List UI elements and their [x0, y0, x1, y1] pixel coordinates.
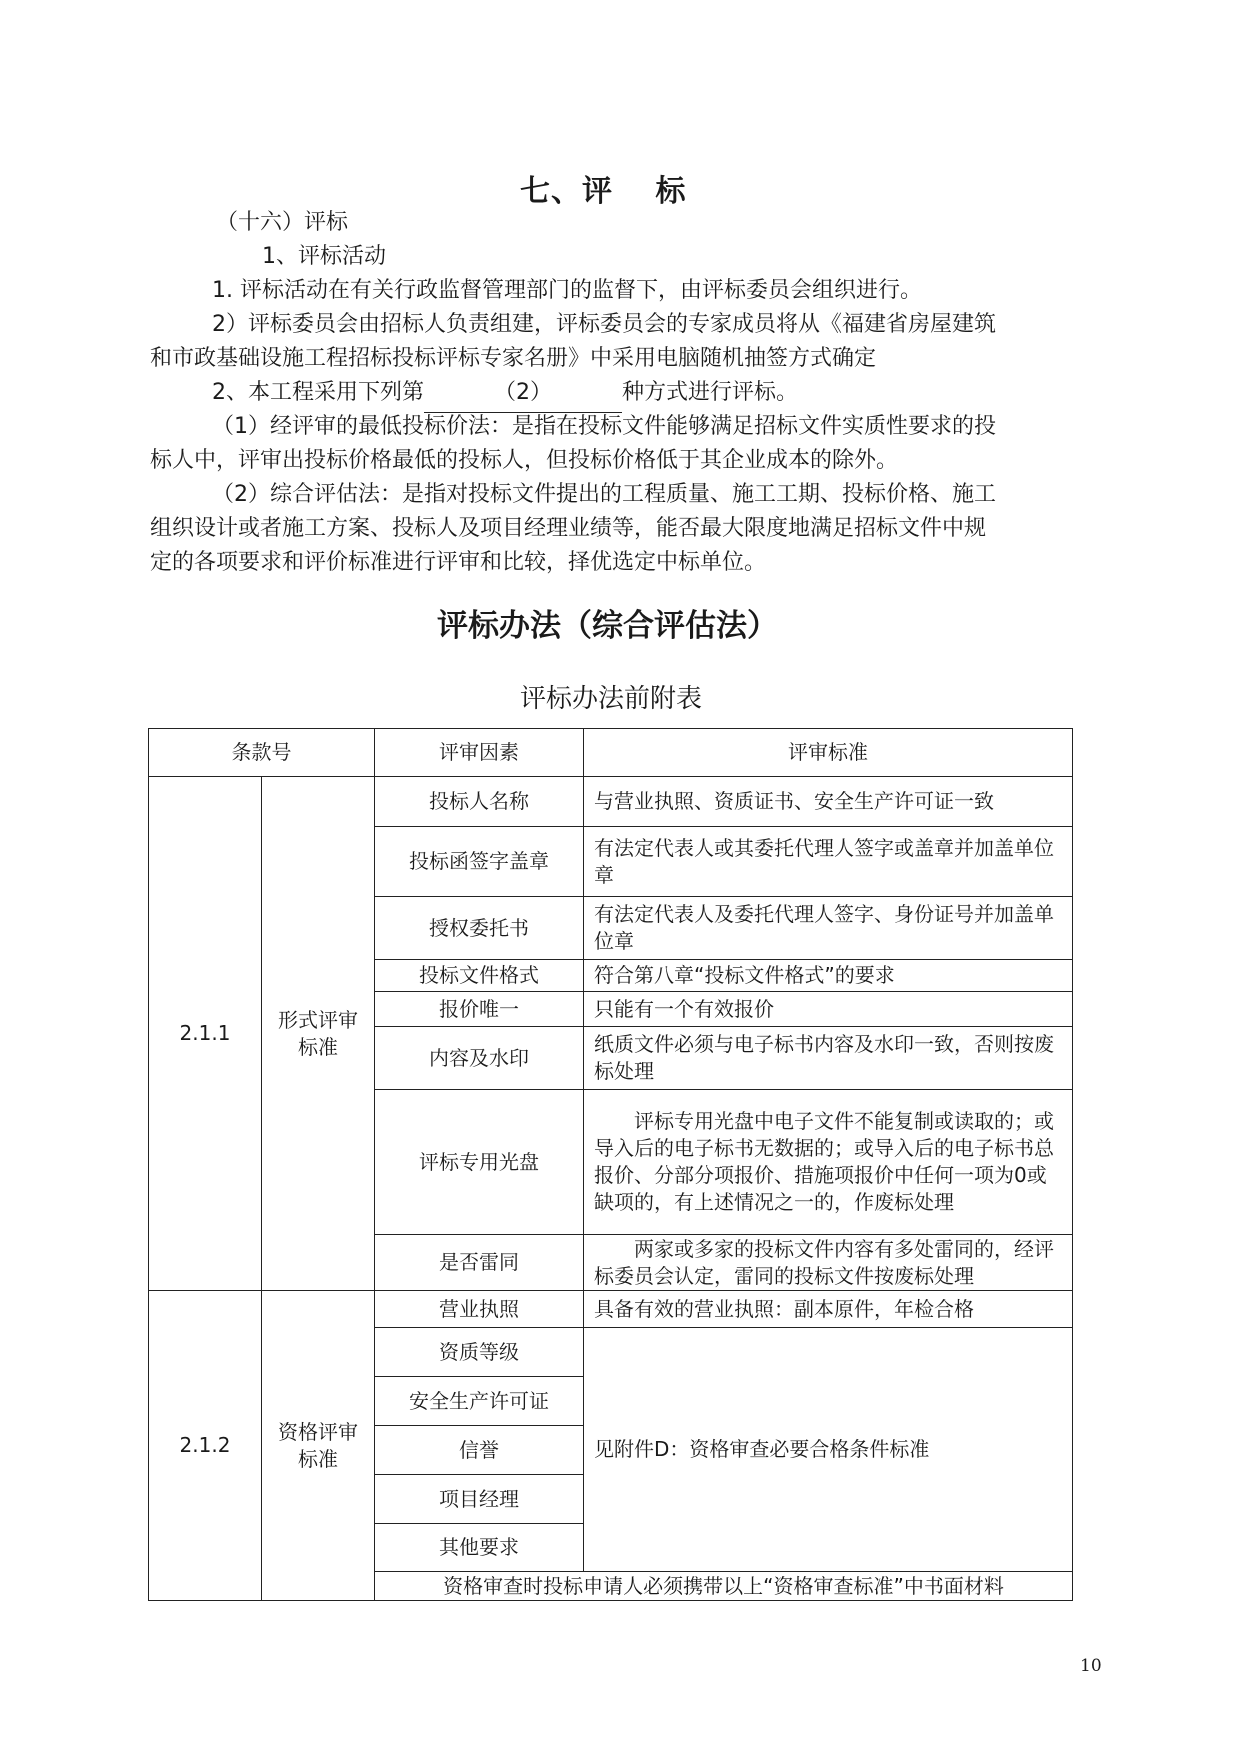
- table-header-row: [149, 729, 1073, 777]
- factor-cell: 授权委托书: [375, 897, 584, 960]
- standard-cell: 纸质文件必须与电子标书内容及水印一致，否则按废标处理: [584, 1027, 1073, 1090]
- method-title: 评标办法（综合评估法）: [437, 608, 778, 644]
- paragraph-subsection: （十六）评标: [216, 210, 349, 235]
- paragraph: 2）评标委员会由招标人负责组建，评标委员会的专家成员将从《福建省房屋建筑: [212, 312, 996, 337]
- factor-cell: 营业执照: [375, 1291, 584, 1328]
- factor-cell: 评标专用光盘: [375, 1090, 584, 1235]
- factor-cell: 投标人名称: [375, 777, 584, 827]
- header-factor: 评审因素: [375, 729, 584, 777]
- standard-cell: 有法定代表人及委托代理人签字、身份证号并加盖单位章: [584, 897, 1073, 960]
- factor-cell: 内容及水印: [375, 1027, 584, 1090]
- factor-cell: 项目经理: [375, 1475, 584, 1524]
- category-label: 形式评审标准: [262, 777, 375, 1291]
- standard-cell: 评标专用光盘中电子文件不能复制或读取的；或导入后的电子标书无数据的；或导入后的电子标书总报价、分部分项报价、措施项报价中任何一项为0或缺项的，有上述情况之一的，作废标处理: [584, 1090, 1073, 1235]
- paragraph: 组织设计或者施工方案、投标人及项目经理业绩等，能否最大限度地满足招标文件中规: [150, 516, 987, 541]
- standard-cell: 与营业执照、资质证书、安全生产许可证一致: [584, 777, 1073, 827]
- note-cell: 资格审查时投标申请人必须携带以上“资格审查标准”中书面材料: [375, 1572, 1073, 1601]
- factor-cell: 投标文件格式: [375, 960, 584, 992]
- paragraph: 定的各项要求和评价标准进行评审和比较，择优选定中标单位。: [150, 550, 767, 575]
- standard-cell: 只能有一个有效报价: [584, 992, 1073, 1027]
- page-number: 10: [1080, 1656, 1102, 1676]
- paragraph: （2）综合评估法：是指对投标文件提出的工程质量、施工工期、投标价格、施工: [212, 482, 996, 507]
- paragraph: 和市政基础设施工程招标投标评标专家名册》中采用电脑随机抽签方式确定: [150, 346, 877, 371]
- factor-cell: 其他要求: [375, 1524, 584, 1572]
- standard-cell: 具备有效的营业执照：副本原件，年检合格: [584, 1291, 1073, 1328]
- factor-cell: 信誉: [375, 1426, 584, 1475]
- table-title: 评标办法前附表: [520, 684, 703, 714]
- section-title: 七、评 标: [520, 174, 687, 209]
- table-row: [149, 1291, 1073, 1328]
- paragraph: （1）经评审的最低投标价法：是指在投标文件能够满足招标文件实质性要求的投: [212, 414, 996, 439]
- header-standard: 评审标准: [584, 729, 1073, 777]
- standard-cell: 两家或多家的投标文件内容有多处雷同的，经评标委员会认定，雷同的投标文件按废标处理: [584, 1235, 1073, 1291]
- factor-cell: 资质等级: [375, 1328, 584, 1377]
- paragraph-text: 种方式进行评标。: [622, 380, 799, 405]
- clause-number: 2.1.1: [149, 777, 262, 1291]
- standard-cell: 有法定代表人或其委托代理人签字或盖章并加盖单位章: [584, 827, 1073, 897]
- merged-standard-cell: 见附件D：资格审查必要合格条件标准: [584, 1328, 1073, 1572]
- table-row: [149, 777, 1073, 827]
- evaluation-table: [148, 728, 1073, 1601]
- category-label: 资格评审标准: [262, 1291, 375, 1601]
- paragraph: 标人中，评审出投标价格最低的投标人，但投标价格低于其企业成本的除外。: [150, 448, 899, 473]
- paragraph: 1. 评标活动在有关行政监督管理部门的监督下，由评标委员会组织进行。: [212, 278, 922, 303]
- paragraph-text: 2、本工程采用下列第: [212, 380, 424, 405]
- clause-number: 2.1.2: [149, 1291, 262, 1601]
- fill-in-blank: （2）: [424, 374, 622, 413]
- factor-cell: 安全生产许可证: [375, 1377, 584, 1426]
- factor-cell: 投标函签字盖章: [375, 827, 584, 897]
- factor-cell: 是否雷同: [375, 1235, 584, 1291]
- standard-cell: 符合第八章“投标文件格式”的要求: [584, 960, 1073, 992]
- factor-cell: 报价唯一: [375, 992, 584, 1027]
- header-clause: 条款号: [149, 729, 375, 777]
- paragraph-heading: 1、评标活动: [262, 244, 386, 269]
